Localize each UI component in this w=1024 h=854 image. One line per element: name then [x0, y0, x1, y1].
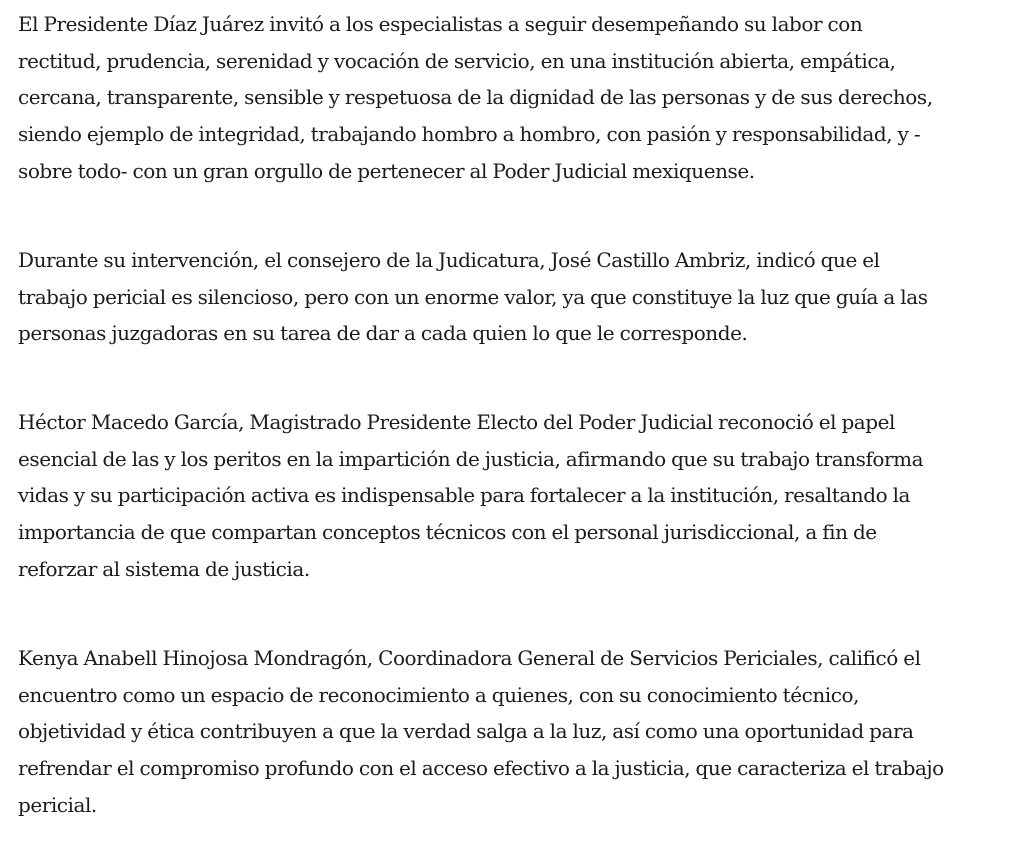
paragraph-line: personas juzgadoras en su tarea de dar a cada quien lo que le corresponde. — [18, 321, 748, 346]
paragraph-line: cercana, transparente, sensible y respetuosa de la dignidad de las personas y de sus derechos, — [18, 85, 933, 110]
paragraph-line: encuentro como un espacio de reconocimiento a quienes, con su conocimiento técnico, — [18, 682, 859, 707]
paragraph-macedo-garcia — [18, 404, 1014, 588]
paragraph-line: Kenya Anabell Hinojosa Mondragón, Coordinadora General de Servicios Periciales, calificó el — [18, 646, 921, 670]
paragraph-line: esencial de las y los peritos en la impartición de justicia, afirmando que su trabajo transforma — [18, 446, 924, 471]
paragraph-line: siendo ejemplo de integridad, trabajando hombro a hombro, con pasión y responsabilidad, y - — [18, 122, 921, 147]
paragraph-line: trabajo pericial es silencioso, pero con un enorme valor, ya que constituye la luz que guía a las — [18, 284, 928, 309]
paragraph-line: importancia de que compartan conceptos técnicos con el personal jurisdiccional, a fin de — [18, 520, 877, 545]
paragraph-line: objetividad y ética contribuyen a que la verdad salga a la luz, así como una oportunidad para — [18, 719, 914, 744]
paragraph-line: El Presidente Díaz Juárez invitó a los especialistas a seguir desempeñando su labor con — [18, 12, 863, 36]
paragraph-line: rectitud, prudencia, serenidad y vocación de servicio, en una institución abierta, empática, — [18, 48, 896, 73]
paragraph-line: reforzar al sistema de justicia. — [18, 556, 310, 581]
paragraph-hinojosa-mondragon — [18, 640, 1014, 824]
paragraph-castillo-ambriz — [18, 242, 1014, 352]
paragraph-diaz-juarez — [18, 6, 1014, 190]
paragraph-line: refrendar el compromiso profundo con el acceso efectivo a la justicia, que caracteriza el trabajo — [18, 756, 944, 781]
paragraph-line: sobre todo- con un gran orgullo de pertenecer al Poder Judicial mexiquense. — [18, 158, 755, 183]
paragraph-line: pericial. — [18, 792, 97, 817]
paragraph-line: Durante su intervención, el consejero de la Judicatura, José Castillo Ambriz, indicó que el — [18, 248, 880, 272]
paragraph-line: vidas y su participación activa es indispensable para fortalecer a la institución, resaltando la — [18, 483, 911, 508]
paragraph-line: Héctor Macedo García, Magistrado Presidente Electo del Poder Judicial reconoció el papel — [18, 410, 895, 434]
